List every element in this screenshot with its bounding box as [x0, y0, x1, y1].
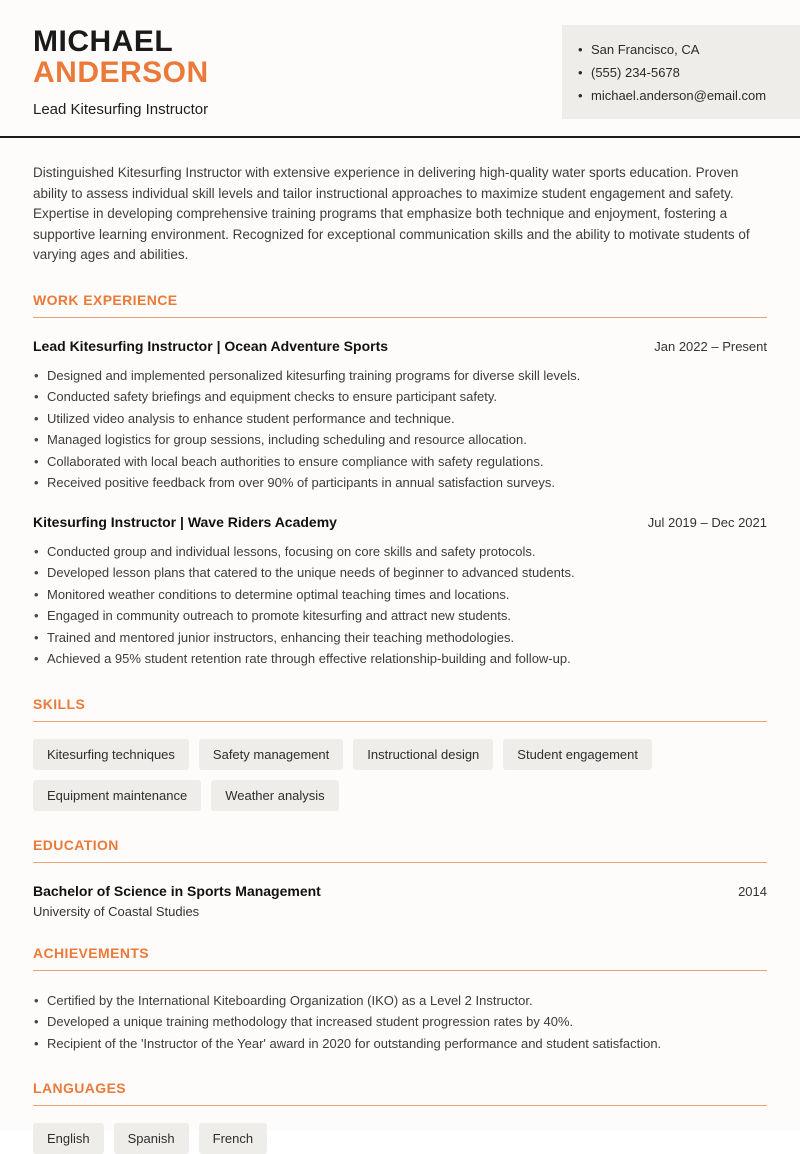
bullet-item: • Designed and implemented personalized kitesurfing training programs for diverse skill levels.: [33, 365, 767, 387]
bullet-item: • Monitored weather conditions to determine optimal teaching times and locations.: [33, 584, 767, 606]
skill-pill: Kitesurfing techniques: [33, 739, 189, 770]
name-block: [33, 26, 209, 118]
bullet-item: • Managed logistics for group sessions, including scheduling and resource allocation.: [33, 429, 767, 451]
education-heading: EDUCATION: [33, 837, 767, 863]
header: [0, 0, 800, 138]
language-pill: Spanish: [114, 1123, 189, 1154]
skill-pill: Weather analysis: [211, 780, 338, 811]
section-work-experience: [33, 292, 767, 670]
contact-email: • michael.anderson@email.com: [578, 84, 784, 107]
contact-phone: • (555) 234-5678: [578, 61, 784, 84]
bullet-item: • Developed lesson plans that catered to the unique needs of beginner to advanced students.: [33, 562, 767, 584]
job-dates: Jan 2022 – Present: [654, 338, 767, 354]
language-pill: English: [33, 1123, 104, 1154]
education-year: 2014: [738, 883, 767, 899]
section-education: [33, 837, 767, 919]
achievements-heading: ACHIEVEMENTS: [33, 945, 767, 971]
job-title: Lead Kitesurfing Instructor | Ocean Adventure Sports: [33, 337, 389, 354]
contact-card: [562, 25, 800, 119]
section-achievements: [33, 945, 767, 1055]
bullet-item: • Trained and mentored junior instructors, enhancing their teaching methodologies.: [33, 627, 767, 649]
language-pill: French: [199, 1123, 267, 1154]
languages-heading: LANGUAGES: [33, 1080, 767, 1106]
resume-body: [0, 163, 800, 1154]
job-entry: [33, 514, 767, 670]
job-bullet-list: [33, 365, 767, 494]
skill-pill: Equipment maintenance: [33, 780, 201, 811]
achievements-list: [33, 990, 767, 1055]
bullet-item: • Conducted group and individual lessons, focusing on core skills and safety protocols.: [33, 541, 767, 563]
bullet-item: • Engaged in community outreach to promote kitesurfing and attract new students.: [33, 605, 767, 627]
degree-row: [33, 883, 767, 899]
education-entry: [33, 883, 767, 919]
skill-pill: Student engagement: [503, 739, 652, 770]
achievement-item: • Recipient of the 'Instructor of the Year' award in 2020 for outstanding performance and student satisfaction.: [33, 1033, 767, 1055]
job-title-row: [33, 338, 767, 354]
school-name: University of Coastal Studies: [33, 903, 200, 919]
section-languages: [33, 1080, 767, 1154]
header-job-title: Lead Kitesurfing Instructor: [33, 101, 209, 118]
job-entry: [33, 338, 767, 494]
job-bullet-list: [33, 541, 767, 670]
degree-title: Bachelor of Science in Sports Management: [33, 882, 321, 899]
work-experience-heading: WORK EXPERIENCE: [33, 292, 767, 318]
contact-list: [578, 38, 784, 107]
skill-pill: Instructional design: [353, 739, 493, 770]
bullet-item: • Conducted safety briefings and equipment checks to ensure participant safety.: [33, 386, 767, 408]
contact-location: • San Francisco, CA: [578, 38, 784, 61]
skill-pill: Safety management: [199, 739, 343, 770]
summary-text: Distinguished Kitesurfing Instructor with extensive experience in delivering high-quality water sports education. Proven ability to assess individual skill levels and tailor instructional approaches to maximize student engagement and safety. Expertise in developing comprehensive training programs that emphasize both technique and enjoyment, fostering a supportive learning environment. Recognized for exceptional communication skills and the ability to motivate students of varying ages and abilities.: [33, 165, 750, 262]
skills-heading: SKILLS: [33, 696, 767, 722]
job-title: Kitesurfing Instructor | Wave Riders Academy: [33, 513, 337, 530]
job-title-row: [33, 514, 767, 530]
section-skills: [33, 696, 767, 811]
skills-pill-list: [33, 739, 767, 811]
last-name: ANDERSON: [33, 56, 209, 89]
job-dates: Jul 2019 – Dec 2021: [647, 514, 767, 530]
achievement-item: • Developed a unique training methodology that increased student progression rates by 40%.: [33, 1011, 767, 1033]
languages-pill-list: [33, 1123, 767, 1154]
achievement-item: • Certified by the International Kiteboarding Organization (IKO) as a Level 2 Instructor.: [33, 990, 767, 1012]
bullet-item: • Collaborated with local beach authorities to ensure compliance with safety regulations.: [33, 451, 767, 473]
bullet-item: • Received positive feedback from over 90% of participants in annual satisfaction surveys.: [33, 472, 767, 494]
bullet-item: • Utilized video analysis to enhance student performance and technique.: [33, 408, 767, 430]
bullet-item: • Achieved a 95% student retention rate through effective relationship-building and follow-up.: [33, 648, 767, 670]
first-name: MICHAEL: [33, 25, 174, 58]
